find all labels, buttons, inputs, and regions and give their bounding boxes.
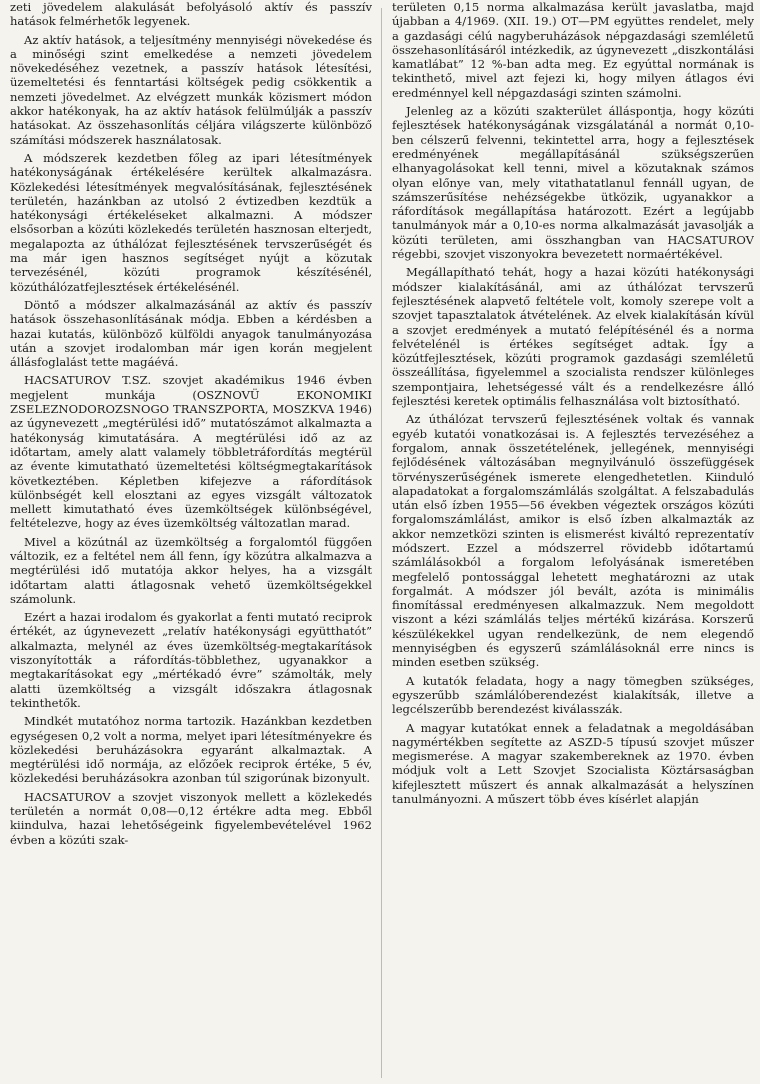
column-divider bbox=[381, 8, 382, 1078]
paragraph: területen 0,15 norma alkalmazása került javaslatba, majd újabban a 4/1969. (XII. 19.) OT—PM együttes rendelet, mely a gazdasági célú nagyberuházások népgazdasági szemléletű összehasonlításáról intézkedik, az úgynevezett „diszkontálási kamatlábat” 12 %-ban adta meg. Ez egyúttal normának is tekinthető, mivel azt fejezi ki, hogy milyen átlagos évi eredménnyel kell népgazdasági szinten számolni. bbox=[392, 0, 754, 100]
paragraph: Jelenleg az a közúti szakterület álláspontja, hogy közúti fejlesztések hatékonyságának vizsgálatánál a normát 0,10-ben célszerű felvenni, tekintettel arra, hogy a fejlesztések eredményének megállapításánál szükségszerűen elhanyagolásokat kell tenni, mivel a közutaknak számos olyan előnye van, mely vitathatatlanul fennáll ugyan, de számszerűsítése nehézségekbe ütközik, ugyanakkor a ráfordítások megállapítása határozott. Ezért a legújabb tanulmányok már a 0,10-es norma alkalmazását javasolják a közúti területen, ami összhangban van HACSATUROV régebbi, szovjet viszonyokra bevezetett normaértékével. bbox=[392, 104, 754, 262]
paragraph: Mivel a közútnál az üzemköltség a forgalomtól függően változik, ez a feltétel nem áll fenn, így közútra alkalmazva a megtérülési idő mutatója akkor helyes, ha a vizsgált időtartam alatti átlagosnak vehető üzemköltségekkel számolunk. bbox=[10, 534, 372, 606]
paragraph: A kutatók feladata, hogy a nagy tömegben szükséges, egyszerűbb számlálóberendezést kialakítsák, illetve a legcélszerűbb berendezést kiválasszák. bbox=[392, 673, 754, 717]
paragraph: Megállapítható tehát, hogy a hazai közúti hatékonysági módszer kialakításánál, ami az úthálózat tervszerű fejlesztésének alapvető feltétele volt, komoly szerepe volt a szovjet tapasztalatok átvételének. Az elvek kialakításán kívül a szovjet eredmények a mutató felépítésénél és a norma felvételénél is értékes segítséget adtak. Így a közútfejlesztések, közúti programok gazdasági szemléletű összeállítása, figyelemmel a szocialista rendszer különleges szempontjaira, lehetségessé vált és a rendelkezésre álló fejlesztési keretek optimális felhasználása volt biztosítható. bbox=[392, 265, 754, 409]
paragraph: Ezért a hazai irodalom és gyakorlat a fenti mutató reciprok értékét, az úgynevezett „relatív hatékonysági együtthatót” alkalmazta, melynél az éves üzemköltség-megtakarítások viszonyították a ráfordítás-többlethez, ugyanakkor a megtakarításokat egy „mértékadó évre” számolták, mely alatti üzemköltség a vizsgált időszakra átlagosnak tekinthetők. bbox=[10, 610, 372, 710]
paragraph: zeti jövedelem alakulását befolyásoló aktív és passzív hatások felmérhetők legyenek. bbox=[10, 0, 372, 29]
paragraph: HACSATUROV a szovjet viszonyok mellett a közlekedés területén a normát 0,08—0,12 értékre adta meg. Ebből kiindulva, hazai lehetőségeink figyelembevételével 1962 évben a közúti szak- bbox=[10, 789, 372, 847]
paragraph: A módszerek kezdetben főleg az ipari létesítmények hatékonyságának értékelésére kerültek alkalmazásra. Közlekedési létesítmények megvalósításának, fejlesztésének területén, hazánkban az utolsó 2 évtizedben kezdtük a hatékonysági értékeléseket alkalmazni. A módszer elsősorban a közúti közlekedés területén hasznosan elterjedt, megalapozta az úthálózat fejlesztésének tervszerűségét és ma már igen hasznos segítséget nyújt a közutak tervezésénél, közúti programok készítésénél, közúthálózatfejlesztések értékelésénél. bbox=[10, 150, 372, 294]
paragraph: Döntő a módszer alkalmazásánál az aktív és passzív hatások összehasonlításának módja. Ebben a kérdésben a hazai kutatás, különböző külföldi anyagok tanulmányozása után a szovjet irodalomban már igen korán megjelent állásfoglalást tette magáévá. bbox=[10, 297, 372, 370]
left-column bbox=[10, 0, 372, 1084]
paragraph: HACSATUROV T.SZ. szovjet akadémikus 1946 évben megjelent munkája (OSZNOVÜ EKONOMIKI ZSELEZNODOROZSNOGO TRANSZPORTA, MOSZKVA 1946) az úgynevezett „megtérülési idő” mutatószámot alkalmazta a hatékonyság kimutatására. A megtérülési idő az az időtartam, amely alatt valamely többletráfordítás megtérül az évente kimutatható üzemeltetési költségmegtakarítások következtében. Képletben kifejezve a ráfordítások különbségét kell elosztani az egyes vizsgált változatok mellett kimutatható éves üzemköltségek különbségével, feltételezve, hogy az éves üzemköltség változatlan marad. bbox=[10, 373, 372, 531]
paragraph: A magyar kutatókat ennek a feladatnak a megoldásában nagymértékben segítette az ASZD-5 típusú szovjet műszer megismerése. A magyar szakembereknek az 1970. évben módjuk volt a Lett Szovjet Szocialista Köztársaságban kifejlesztett műszert és annak alkalmazását a helyszínen tanulmányozni. A műszert több éves kísérlet alapján bbox=[392, 720, 754, 807]
right-column bbox=[392, 0, 754, 1084]
paragraph: Mindkét mutatóhoz norma tartozik. Hazánkban kezdetben egységesen 0,2 volt a norma, melyet ipari létesítményekre és közlekedési beruházásokra egyaránt alkalmaztak. A megtérülési idő normája, az előzőek reciprok értéke, 5 év, közlekedési beruházásokra azonban túl szigorúnak bizonyult. bbox=[10, 714, 372, 786]
paragraph: Az úthálózat tervszerű fejlesztésének voltak és vannak egyéb kutatói vonatkozásai is. A fejlesztés tervezéséhez a forgalom, annak összetételének, jellegének, mennyiségi fejlődésének változásában megnyilvánuló összefüggések törvényszerűségének ismerete elengedhetetlen. Kiinduló alapadatokat a forgalomszámlálás szolgáltat. A felszabadulás után első ízben 1955—56 években végeztek országos közúti forgalomszámlálást, amikor is első ízben alkalmazták az akkor nemzetközi szinten is elismerést kiváltó reprezentatív módszert. Ezzel a módszerrel rövidebb időtartamú számlálásokból a forgalom lefolyásának ismeretében megfelelő pontossággal lehetett meghatározni az utak forgalmát. A módszer jól bevált, azóta is minimális finomítással eredményesen alkalmazzuk. Nem megoldott viszont a kézi számlálás teljes mértékű kizárása. Korszerű készülékekkel ugyan rendelkezünk, de nem elegendő mennyiségben és egyszerű számlálásoknál erre nincs is minden esetben szükség. bbox=[392, 412, 754, 670]
paragraph: Az aktív hatások, a teljesítmény mennyiségi növekedése és a minőségi szint emelkedése a nemzeti jövedelem növekedéséhez vezetnek, a passzív hatások létesítési, üzemeltetési és fenntartási költségek pedig csökkentik a nemzeti jövedelmet. Az elvégzett munkák közismert módon akkor hatékonyak, ha az aktív hatások felülmúlják a passzív hatásokat. Az összehasonlítás céljára világszerte különböző számítási módszerek használatosak. bbox=[10, 32, 372, 147]
